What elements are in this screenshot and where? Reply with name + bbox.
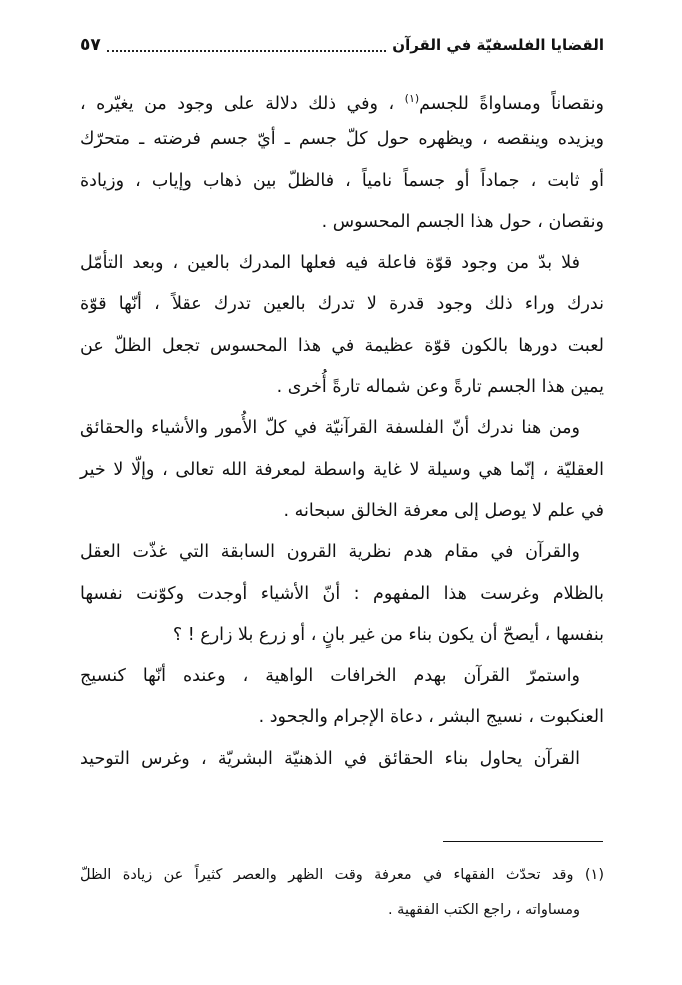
text-line: العنكبوت ، نسيج البشر ، دعاة الإجرام والجحود .: [258, 707, 604, 728]
text-line: في علم لا يوصل إلى معرفة الخالق سبحانه .: [283, 500, 604, 521]
text-line: واستمرّ القرآن بهدم الخرافات الواهية ، وعنده أنّها كنسيج: [80, 666, 580, 687]
text-line: ونقصان ، حول هذا الجسم المحسوس .: [321, 211, 604, 232]
text-line: العقليّة ، إنّما هي وسيلة لا غاية واسطة لمعرفة الله تعالى ، وإلّا لا خير: [80, 459, 604, 480]
text-line: القرآن يحاول بناء الحقائق في الذهنيّة البشريّة ، وغرس التوحيد: [80, 748, 580, 769]
text-line: ومن هنا ندرك أنّ الفلسفة القرآنيّة في كلّ الأُمور والأشياء والحقائق: [80, 418, 580, 439]
text-line: فلا بدّ من وجود قوّة فاعلة فيه فعلها المدرك بالعين ، وبعد التأمّل: [80, 253, 580, 274]
footnote: [80, 858, 604, 928]
text-line: لعبت دورها بالكون قوّة عظيمة في هذا المحسوس تجعل الظلّ عن: [80, 335, 604, 356]
page-number: ٥٧: [80, 35, 101, 55]
header-dot-leader: [107, 38, 387, 52]
text-line: بالظلام وغرست هذا المفهوم : أنّ الأشياء أوجدت وكوّنت نفسها: [80, 583, 604, 604]
text-line: بنفسها ، أيصحّ أن يكون بناء من غير بانٍ ، أو زرع بلا زارع ! ؟: [172, 624, 604, 645]
text-line: ونقصاناً ومساواةً للجسم$^{(١)}$ ، وفي ذلك دلالة على وجود من يغيّره ،: [80, 92, 604, 114]
running-header: [80, 30, 604, 60]
footnote-ref[interactable]: (١): [404, 92, 420, 105]
body-text: [80, 78, 604, 780]
book-title: القضايا الفلسفيّة في القرآن: [392, 36, 604, 54]
text-line: ويزيده وينقصه ، ويظهره حول كلّ جسم ـ أيّ جسم فرضته ـ متحرّك: [80, 129, 604, 150]
footnote-line: ومساواته ، راجع الكتب الفقهية .: [387, 902, 580, 918]
footnote-separator: [443, 841, 603, 842]
text-line: أو ثابت ، جماداً أو جسماً نامياً ، فالظلّ بين ذهاب وإياب ، وزيادة: [80, 170, 604, 191]
text-line: والقرآن في مقام هدم نظرية القرون السابقة التي غذّت العقل: [80, 542, 580, 563]
footnote-line: (١) وقد تحدّث الفقهاء في معرفة وقت الظهر والعصر كثيراً عن زيادة الظلّ: [80, 867, 604, 883]
text-line: ندرك وراء ذلك وجود قدرة لا تدرك بالعين تدرك عقلاً ، أنّها قوّة: [80, 294, 604, 315]
text-line: يمين هذا الجسم تارةً وعن شماله تارةً أُخرى .: [276, 377, 604, 398]
